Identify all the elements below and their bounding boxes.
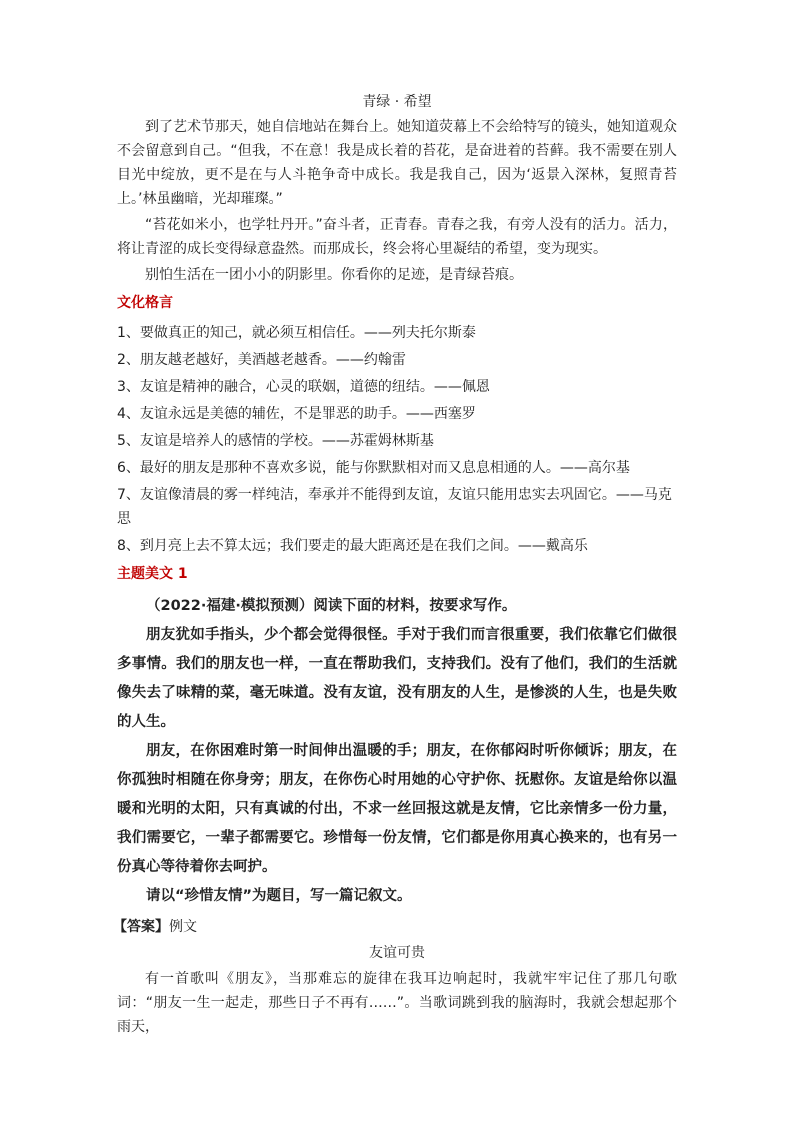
prompt-paragraph: 朋友犹如手指头，少个都会觉得很怪。手对于我们而言很重要，我们依靠它们做很多事情。我们的朋友也一样，一直在帮助我们，支持我们。没有了他们，我们的生活就像失去了味精的菜，毫无味道。没有友谊，没有朋友的人生，是惨淡的人生，也是失败的人生。: [117, 627, 677, 730]
article-paragraph: 到了艺术节那天，她自信地站在舞台上。她知道荧幕上不会给特写的镜头，她知道观众不会留意到自己。“但我，不在意！我是成长着的苔花，是奋进着的苔藓。我不需要在别人目光中绽放，更不是在与人斗艳争奇中成长。我是我自己，因为‘返景入深林，复照青苔上。’林虽幽暗，光却璀璨。”: [117, 119, 677, 207]
quote-item: 3、友谊是精神的融合，心灵的联姻，道德的纽结。——佩恩: [117, 379, 490, 395]
article-paragraph: 别怕生活在一团小小的阴影里。你看你的足迹，是青绿苔痕。: [145, 267, 523, 283]
answer-line: [113, 915, 677, 939]
article-paragraph: “苔花如米小，也学牡丹开。”奋斗者，正青春。青春之我，有旁人没有的活力。活力，将让青涩的成长变得绿意盎然。而那成长，终会将心里凝结的希望，变为现实。: [117, 217, 677, 257]
quote-item: 6、最好的朋友是那种不喜欢多说，能与你默默相对而又息息相通的人。——高尔基: [117, 460, 630, 476]
essay-paragraph: 有一首歌叫《朋友》，当那难忘的旋律在我耳边响起时，我就牢牢记住了那几句歌词：“朋友一生一起走，那些日子不再有……”。当歌词跳到我的脑海时，我就会想起那个雨天，: [117, 971, 677, 1035]
section-heading-essay: 主题美文 1: [117, 566, 188, 582]
quote-list: [117, 321, 677, 558]
answer-label: 【答案】: [113, 919, 169, 935]
essay-title: 友谊可贵: [369, 945, 425, 961]
answer-text: 例文: [169, 919, 197, 935]
prompt-source: （2022·福建·模拟预测）阅读下面的材料，按要求写作。: [146, 598, 517, 614]
quote-item: 1、要做真正的知己，就必须互相信任。——列夫托尔斯泰: [117, 325, 476, 341]
article-title: 青绿 · 希望: [362, 94, 432, 110]
section-heading-quotes: 文化格言: [117, 295, 173, 311]
document-page: [113, 92, 677, 1041]
quote-item: 7、友谊像清晨的雾一样纯洁，奉承并不能得到友谊，友谊只能用忠实去巩固它。——马克思: [117, 487, 672, 527]
quote-item: 4、友谊永远是美德的辅佐，不是罪恶的助手。——西塞罗: [117, 406, 476, 422]
quote-item: 8、到月亮上去不算太远；我们要走的最大距离还是在我们之间。——戴高乐: [117, 538, 588, 554]
prompt-paragraph: 朋友，在你困难时第一时间伸出温暖的手；朋友，在你郁闷时听你倾诉；朋友，在你孤独时相随在你身旁；朋友，在你伤心时用她的心守护你、抚慰你。友谊是给你以温暖和光明的太阳，只有真诚的付出，不求一丝回报这就是友情，它比亲情多一份力量，我们需要它，一辈子都需要它。珍惜每一份友情，它们都是你用真心换来的，也有另一份真心等待着你去呵护。: [117, 743, 677, 875]
prompt-instruction: 请以“珍惜友情”为题目，写一篇记叙文。: [146, 888, 412, 904]
quote-item: 2、朋友越老越好，美酒越老越香。——约翰雷: [117, 352, 406, 368]
quote-item: 5、友谊是培养人的感情的学校。——苏霍姆林斯基: [117, 433, 434, 449]
